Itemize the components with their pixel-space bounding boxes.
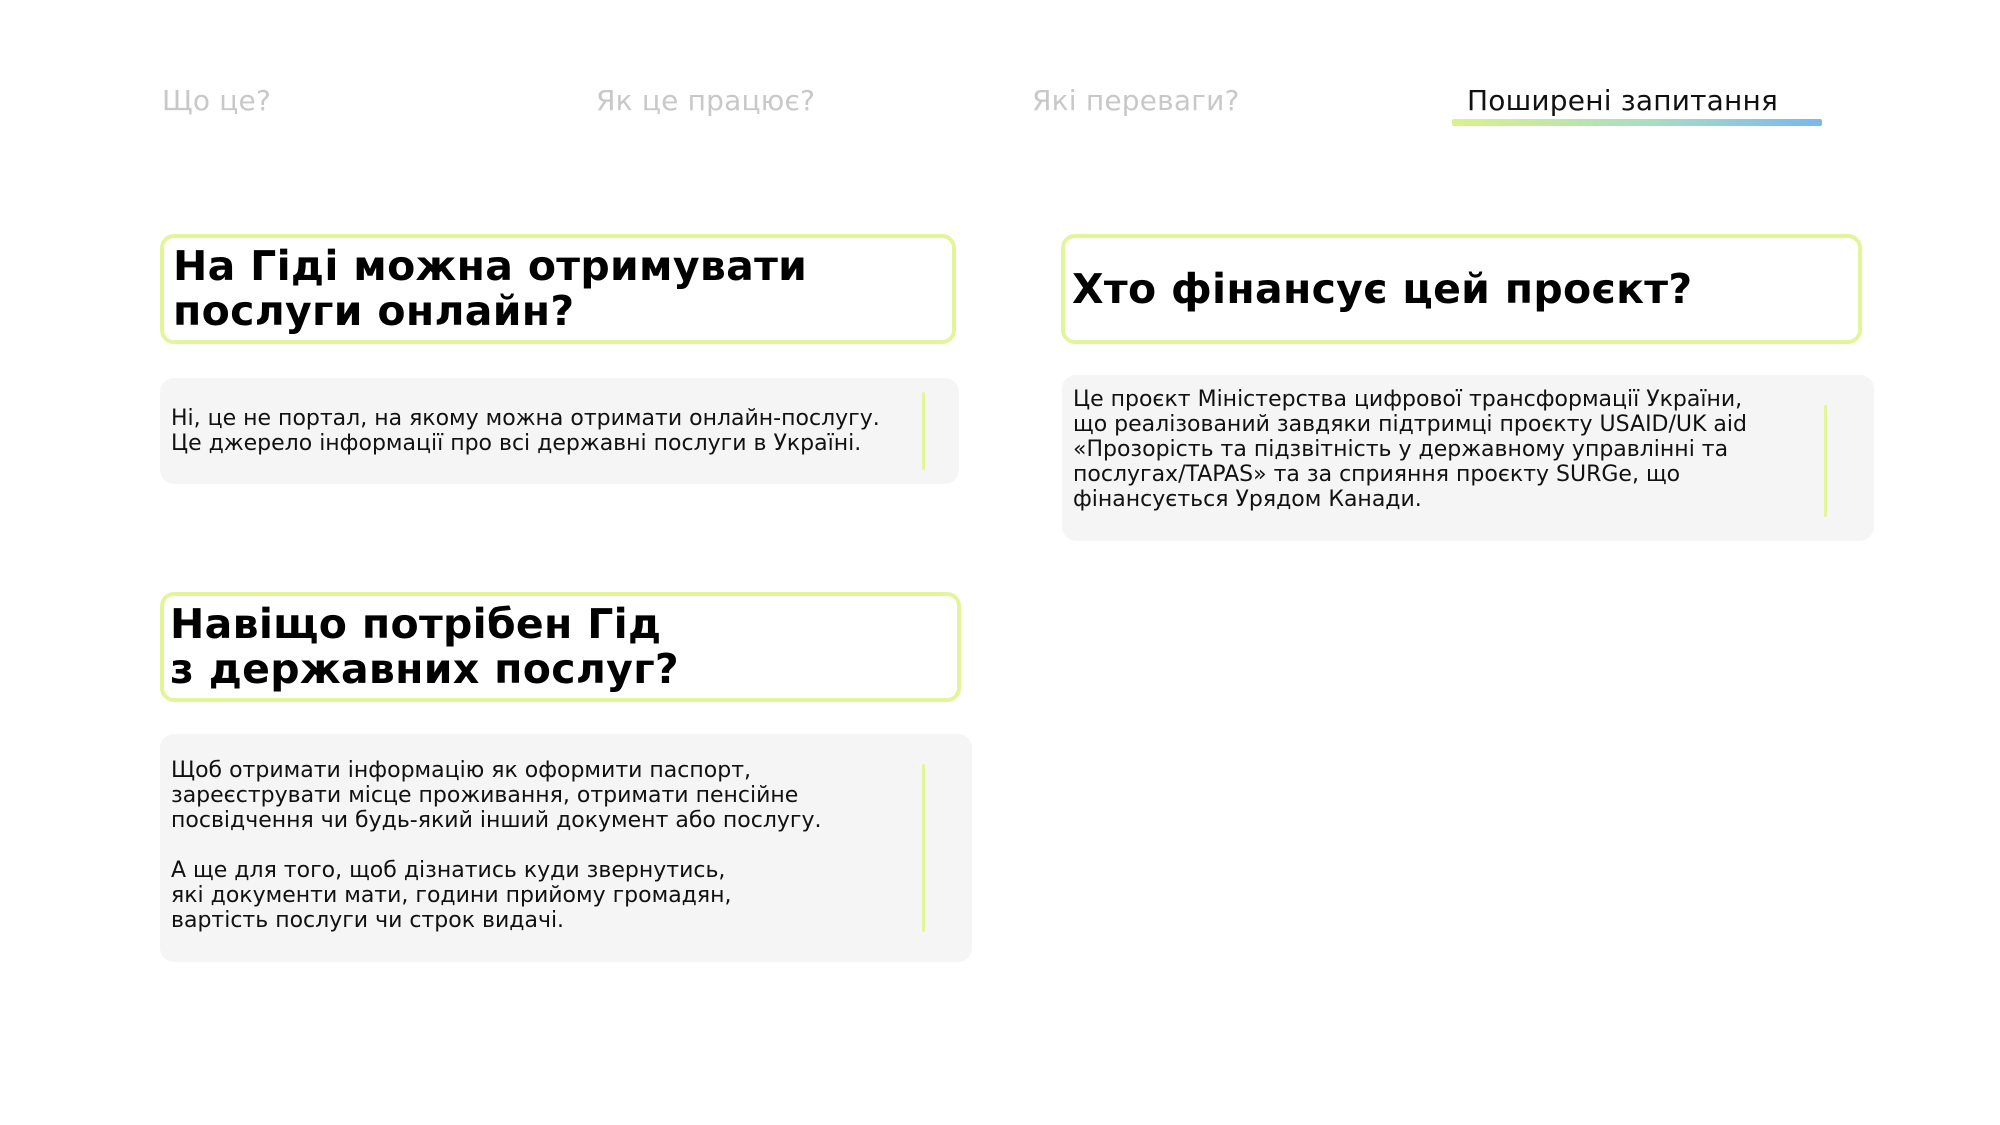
faq-question-text: Навіщо потрібен Гід з державних послуг? (170, 600, 680, 693)
tab-faq[interactable]: Поширені запитання (1467, 84, 1779, 117)
answer-accent-bar (922, 764, 925, 932)
faq-question-online-services[interactable] (160, 234, 956, 344)
active-tab-underline (1452, 119, 1822, 126)
faq-answer-text: Щоб отримати інформацію як оформити паспорт, зареєструвати місце проживання, отримати пенсійне посвідчення чи будь-який інший документ або послугу. А ще для того, щоб дізнатись куди звернутись, які документи мати, години прийому громадян, вартість послуги чи строк видачі. (171, 758, 822, 933)
faq-answer-text: Це проєкт Міністерства цифрової трансформації України, що реалізований завдяки підтримці проєкту USAID/UK aid «Прозорість та підзвітність у державному управлінні та послугах/TAPAS» та за сприяння проєкту SURGe, що фінансується Урядом Канади. (1073, 387, 1747, 512)
faq-answer-text: Ні, це не портал, на якому можна отримати онлайн-послугу. Це джерело інформації про всі державні послуги в Україні. (171, 406, 880, 456)
faq-question-funding[interactable] (1061, 234, 1862, 344)
tab-how-it-works[interactable]: Як це працює? (596, 84, 816, 117)
faq-question-text: Хто фінансує цей проєкт? (1072, 264, 1693, 313)
faq-answer-online-services (160, 378, 959, 484)
tab-benefits[interactable]: Які переваги? (1032, 84, 1240, 117)
faq-answer-why-guide (160, 734, 972, 962)
faq-answer-funding (1062, 375, 1874, 541)
answer-accent-bar (922, 392, 925, 470)
answer-accent-bar (1824, 405, 1827, 517)
tab-what-is-it[interactable]: Що це? (162, 84, 272, 117)
faq-question-text: На Гіді можна отримувати послуги онлайн? (173, 242, 808, 335)
faq-question-why-guide[interactable] (160, 592, 961, 702)
